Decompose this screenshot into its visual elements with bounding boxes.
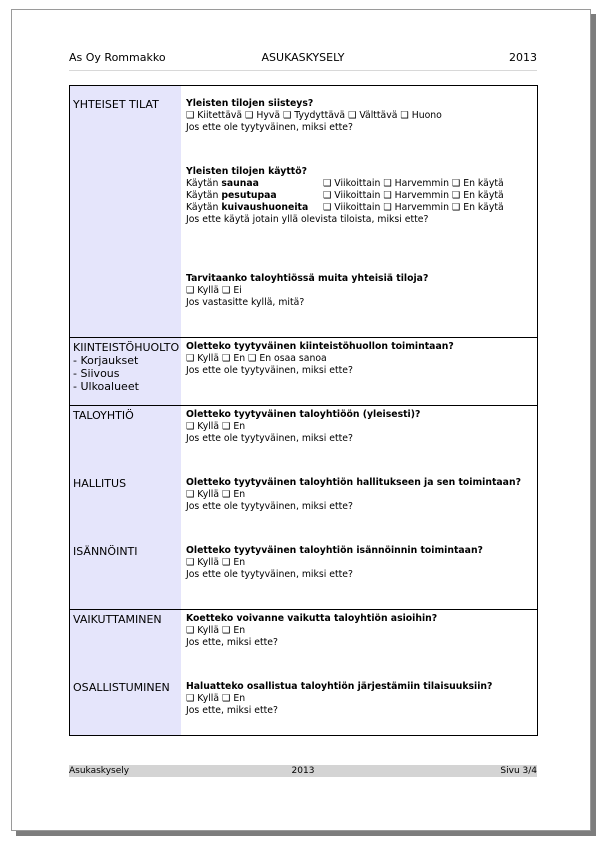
options-influence[interactable]: ❑ Kyllä ❑ En	[186, 625, 246, 636]
survey-table	[69, 85, 538, 736]
label-taloyhtio: TALOYHTIÖ	[73, 409, 134, 422]
question-other-spaces: Tarvitaanko taloyhtiössä muita yhteisiä tiloja?	[186, 273, 429, 284]
question-cleanliness: Yleisten tilojen siisteys?	[186, 98, 314, 109]
followup-usage: Jos ette käytä jotain yllä olevista tiloista, miksi ette?	[186, 214, 429, 225]
followup-cleanliness: Jos ette ole tyytyväinen, miksi ette?	[186, 122, 353, 133]
usage-options-kuivaushuone[interactable]: ❑ Viikoittain ❑ Harvemmin ❑ En käytä	[323, 202, 504, 213]
question-participation: Haluatteko osallistua taloyhtiön järjestämiin tilaisuuksiin?	[186, 681, 493, 692]
usage-options-pesutupa[interactable]: ❑ Viikoittain ❑ Harvemmin ❑ En käytä	[323, 190, 504, 201]
footer-center: 2013	[291, 766, 315, 776]
section-taloyhtio	[186, 409, 420, 445]
question-management: Oletteko tyytyväinen taloyhtiön isännöinnin toimintaan?	[186, 545, 483, 556]
question-usage: Yleisten tilojen käyttö?	[186, 166, 308, 177]
usage-options-sauna[interactable]: ❑ Viikoittain ❑ Harvemmin ❑ En käytä	[323, 178, 504, 189]
section-yhteiset-tilat	[186, 98, 442, 134]
options-housing-company[interactable]: ❑ Kyllä ❑ En	[186, 421, 246, 432]
options-other-spaces[interactable]: ❑ Kyllä ❑ Ei	[186, 285, 242, 296]
followup-influence: Jos ette, miksi ette?	[186, 637, 278, 648]
footer-page-number: Sivu 3/4	[500, 766, 537, 776]
followup-management: Jos ette ole tyytyväinen, miksi ette?	[186, 569, 353, 580]
usage-row-pesutupa: Käytän pesutupaa ❑ Viikoittain ❑ Harvemmin ❑ En käytä	[186, 190, 504, 201]
followup-housing-company: Jos ette ole tyytyväinen, miksi ette?	[186, 433, 353, 444]
options-maintenance[interactable]: ❑ Kyllä ❑ En ❑ En osaa sanoa	[186, 353, 327, 364]
usage-row-kuivaushuone: Käytän kuivaushuoneita ❑ Viikoittain ❑ Harvemmin ❑ En käytä	[186, 202, 504, 213]
label-hallitus: HALLITUS	[73, 477, 127, 490]
question-housing-company: Oletteko tyytyväinen taloyhtiöön (yleisesti)?	[186, 409, 421, 420]
options-board[interactable]: ❑ Kyllä ❑ En	[186, 489, 246, 500]
section-hallitus	[186, 477, 521, 513]
question-maintenance: Oletteko tyytyväinen kiinteistöhuollon toimintaan?	[186, 341, 454, 352]
options-management[interactable]: ❑ Kyllä ❑ En	[186, 557, 246, 568]
section-isannointi	[186, 545, 483, 581]
label-vaikuttaminen: VAIKUTTAMINEN	[73, 613, 162, 626]
question-influence: Koetteko voivanne vaikutta taloyhtiön asioihin?	[186, 613, 438, 624]
followup-other-spaces: Jos vastasitte kyllä, mitä?	[186, 297, 305, 308]
label-osallistuminen: OSALLISTUMINEN	[73, 681, 170, 694]
page-header	[69, 43, 537, 71]
followup-board: Jos ette ole tyytyväinen, miksi ette?	[186, 501, 353, 512]
header-left: As Oy Rommakko	[69, 51, 166, 64]
section-osallistuminen	[186, 681, 492, 717]
label-isannointi: ISÄNNÖINTI	[73, 545, 138, 558]
footer-left: Asukaskysely	[69, 766, 130, 776]
row-divider	[70, 609, 537, 610]
section-vaikuttaminen	[186, 613, 437, 649]
usage-row-sauna: Käytän saunaa ❑ Viikoittain ❑ Harvemmin ❑ En käytä	[186, 178, 504, 189]
options-cleanliness[interactable]: ❑ Kiitettävä ❑ Hyvä ❑ Tyydyttävä ❑ Välttävä ❑ Huono	[186, 110, 442, 121]
header-center: ASUKASKYSELY	[261, 51, 345, 64]
label-kiinteistohuolto: KIINTEISTÖHUOLTO - Korjaukset - Siivous - Ulkoalueet	[73, 341, 180, 393]
section-usage	[186, 166, 526, 226]
row-divider	[70, 337, 537, 338]
header-right: 2013	[509, 51, 537, 64]
followup-maintenance: Jos ette ole tyytyväinen, miksi ette?	[186, 365, 353, 376]
section-kiinteistohuolto	[186, 341, 454, 377]
row-divider	[70, 405, 537, 406]
section-other-spaces	[186, 273, 428, 309]
followup-participation: Jos ette, miksi ette?	[186, 705, 278, 716]
question-board: Oletteko tyytyväinen taloyhtiön hallitukseen ja sen toimintaan?	[186, 477, 521, 488]
page-footer	[69, 765, 537, 777]
label-yhteiset-tilat: YHTEISET TILAT	[73, 98, 159, 111]
options-participation[interactable]: ❑ Kyllä ❑ En	[186, 693, 246, 704]
